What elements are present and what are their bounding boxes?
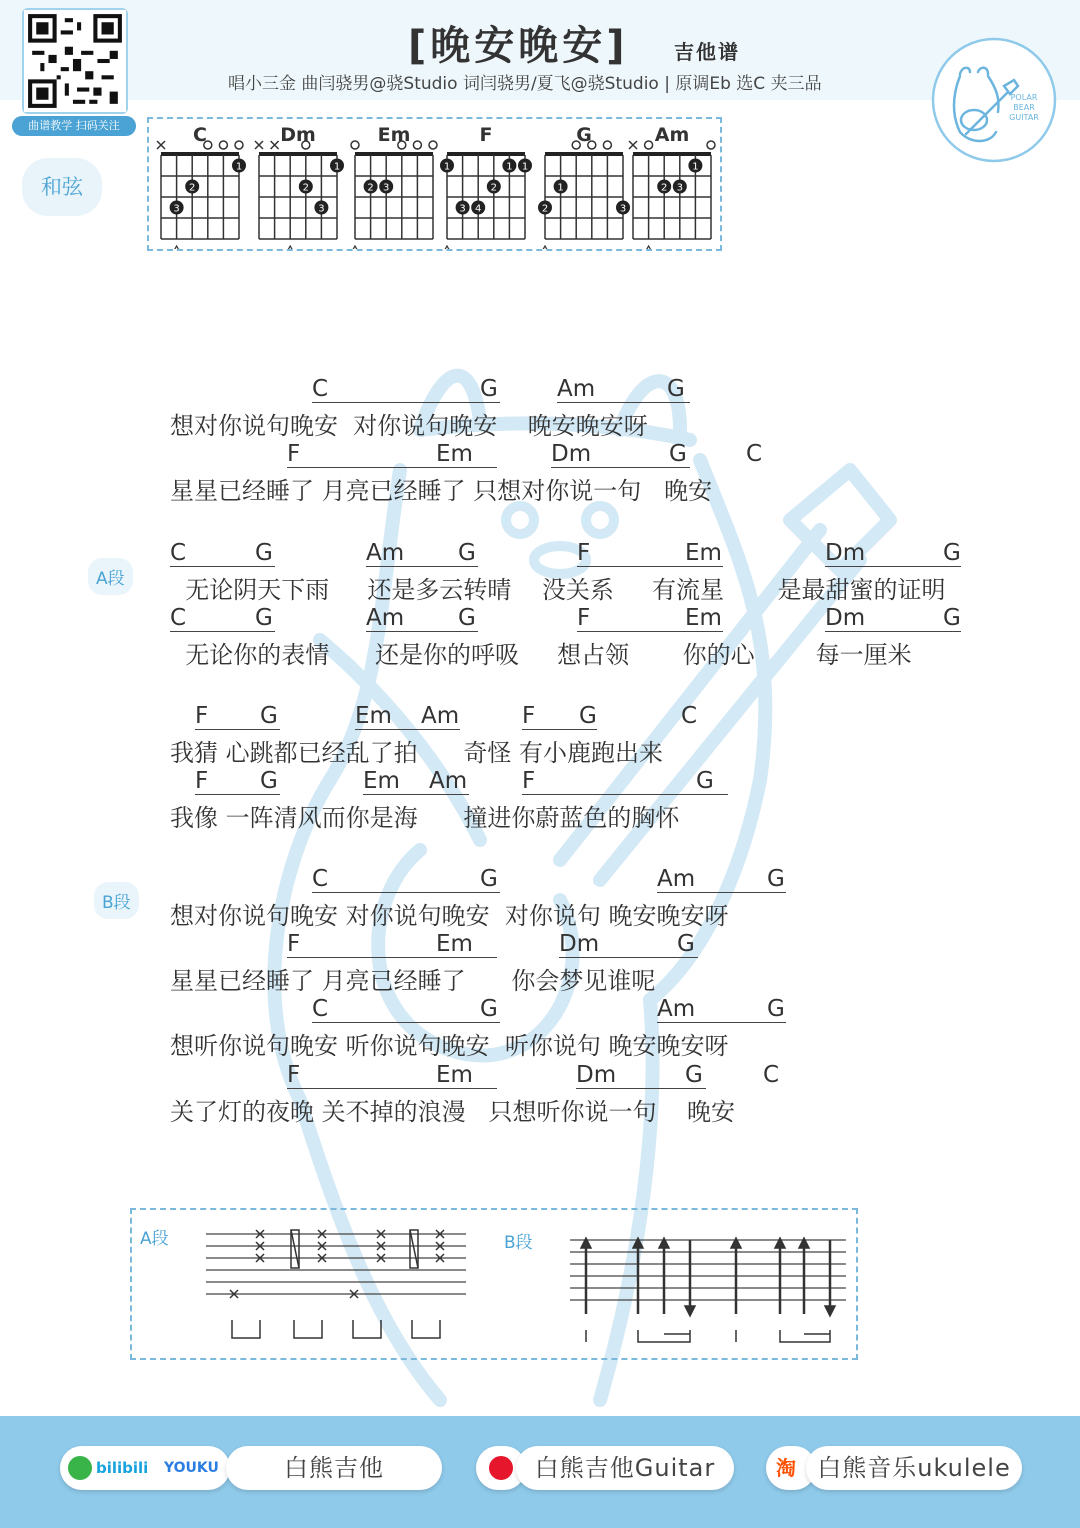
qr-code[interactable]	[22, 8, 128, 114]
chord-symbol: F	[522, 703, 536, 729]
rhythm-b-label: B段	[504, 1233, 533, 1253]
chord-underline	[522, 794, 728, 795]
chord-symbol: G	[696, 768, 714, 794]
chord-underline	[557, 402, 690, 403]
chord-underline	[170, 566, 275, 567]
bear-logo-icon	[930, 36, 1058, 164]
chord-underline	[366, 566, 478, 567]
chord-diagram	[629, 124, 715, 249]
chord-symbol: C	[312, 376, 329, 402]
chord-symbol: G	[669, 441, 687, 467]
chord-underline	[312, 1022, 500, 1023]
chord-underline	[355, 729, 460, 730]
svg-text:1: 1	[506, 161, 513, 173]
logo-line-3: GUITAR	[1009, 113, 1039, 122]
section-b-label: B段	[94, 882, 139, 919]
svg-text:1: 1	[333, 161, 341, 173]
rhythm-notation	[132, 1210, 856, 1358]
chord-symbol: G	[480, 866, 498, 892]
chord-diagram	[255, 124, 344, 249]
chord-underline	[577, 566, 723, 567]
lyric-line: 我像 一阵清风而你是海 撞进你蔚蓝色的胸怀	[170, 804, 680, 832]
svg-text:2: 2	[490, 182, 497, 194]
chord-symbol: G	[480, 376, 498, 402]
chord-symbol: G	[579, 703, 597, 729]
chord-underline	[657, 1022, 786, 1023]
video-platforms-pill[interactable]	[60, 1446, 230, 1490]
svg-text:2: 2	[661, 182, 668, 194]
chord-underline	[522, 729, 597, 730]
chord-symbol: G	[458, 605, 476, 631]
chord-diagram	[538, 124, 630, 249]
chord-symbol: Am	[366, 540, 405, 566]
svg-text:1: 1	[443, 161, 451, 173]
chord-symbol: F	[577, 540, 591, 566]
chord-symbol: G	[260, 703, 278, 729]
chord-symbol: Em	[685, 605, 722, 631]
chord-name: Dm	[280, 124, 316, 146]
chord-underline	[551, 467, 690, 468]
lyric-line: 想对你说句晚安 对你说句晚安 对你说句 晚安晚安呀	[170, 902, 729, 930]
chord-underline	[825, 566, 961, 567]
logo-line-2: BEAR	[1013, 103, 1035, 112]
chord-underline	[366, 631, 478, 632]
chord-symbol: F	[287, 931, 301, 957]
chord-symbol: C	[746, 441, 763, 467]
chord-symbol: G	[255, 540, 273, 566]
svg-text:3: 3	[619, 203, 627, 215]
chord-symbol: C	[170, 540, 187, 566]
chord-symbol: Dm	[559, 931, 600, 957]
chord-name: Am	[654, 124, 690, 146]
svg-text:3: 3	[383, 182, 390, 194]
qr-pattern	[24, 10, 126, 112]
chord-symbol: G	[767, 866, 785, 892]
chord-symbol: G	[767, 996, 785, 1022]
svg-text:1: 1	[235, 161, 243, 173]
chord-symbol: F	[195, 703, 209, 729]
chord-symbol: G	[260, 768, 278, 794]
chord-symbol: Am	[421, 703, 460, 729]
chord-symbol: C	[312, 996, 329, 1022]
svg-text:2: 2	[189, 182, 196, 194]
chord-name: C	[193, 124, 207, 146]
svg-text:2: 2	[367, 182, 374, 194]
section-a-label: A段	[88, 558, 133, 595]
footer-channel-1[interactable]: 白熊吉他	[226, 1446, 442, 1490]
chord-symbol: Am	[657, 996, 696, 1022]
chord-symbol: Am	[557, 376, 596, 402]
chord-name: G	[576, 124, 592, 146]
chord-symbol: F	[287, 1062, 301, 1088]
chord-underline	[559, 957, 698, 958]
svg-text:3: 3	[676, 182, 683, 194]
lyric-line: 关了灯的夜晚 关不掉的浪漫 只想听你说一句 晚安	[170, 1098, 736, 1126]
svg-text:2: 2	[541, 203, 549, 215]
chord-underline	[577, 631, 723, 632]
chord-symbol: F	[522, 768, 536, 794]
lyric-line: 想对你说句晚安 对你说句晚安 晚安晚安呀	[170, 412, 648, 440]
chord-symbol: G	[458, 540, 476, 566]
chord-symbol: Am	[366, 605, 405, 631]
chord-underline	[287, 1088, 497, 1089]
wechat-icon	[68, 1456, 92, 1480]
chord-symbol: Dm	[825, 605, 866, 631]
lyric-line: 无论阴天下雨 还是多云转晴 没关系 有流星 是最甜蜜的证明	[170, 576, 946, 604]
chord-symbol: F	[577, 605, 591, 631]
weibo-icon	[489, 1456, 513, 1480]
chord-symbol: Em	[436, 441, 473, 467]
chord-symbol: F	[287, 441, 301, 467]
lyric-line: 想听你说句晚安 听你说句晚安 听你说句 晚安晚安呀	[170, 1032, 729, 1060]
sheet-type-label: 吉他谱	[674, 40, 740, 64]
qr-caption: 曲谱教学 扫码关注	[12, 116, 136, 136]
chord-symbol: C	[170, 605, 187, 631]
chord-symbol: Dm	[576, 1062, 617, 1088]
chord-underline	[825, 631, 961, 632]
svg-text:2: 2	[302, 182, 309, 194]
footer-channel-3[interactable]: 白熊音乐ukulele	[806, 1446, 1022, 1490]
chord-symbol: Em	[363, 768, 400, 794]
chords-section-label: 和弦	[22, 158, 102, 216]
chord-symbol: C	[763, 1062, 780, 1088]
chord-symbol: Em	[685, 540, 722, 566]
chord-underline	[363, 794, 469, 795]
lyric-line: 我猜 心跳都已经乱了拍 奇怪 有小鹿跑出来	[170, 739, 664, 767]
chord-symbol: G	[943, 605, 961, 631]
rhythm-a-label: A段	[140, 1229, 169, 1249]
chord-symbol: G	[480, 996, 498, 1022]
lyric-line: 星星已经睡了 月亮已经睡了 只想对你说一句 晚安	[170, 477, 713, 505]
chord-underline	[657, 892, 786, 893]
chord-symbol: F	[195, 768, 209, 794]
chord-symbol: Am	[429, 768, 468, 794]
lyric-line: 星星已经睡了 月亮已经睡了 你会梦见谁呢	[170, 967, 656, 995]
chord-diagrams-panel	[147, 117, 722, 251]
chord-symbol: G	[255, 605, 273, 631]
chord-underline	[195, 794, 280, 795]
svg-text:3: 3	[459, 203, 466, 215]
logo-line-1: POLAR	[1010, 93, 1038, 102]
chord-name: Em	[377, 124, 411, 146]
svg-text:3: 3	[173, 203, 180, 215]
chord-underline	[312, 402, 500, 403]
chord-symbol: G	[677, 931, 695, 957]
song-credits: 唱小三金 曲闫骁男@骁Studio 词闫骁男/夏飞@骁Studio | 原调Eb 选C 夹三品	[228, 74, 822, 94]
footer-bar	[0, 1416, 1080, 1528]
chord-underline	[287, 467, 497, 468]
svg-text:4: 4	[475, 203, 482, 215]
chord-diagram	[351, 124, 437, 249]
polar-bear-guitar-logo	[930, 36, 1058, 164]
svg-text:3: 3	[318, 203, 325, 215]
chord-diagram	[157, 124, 246, 249]
chord-symbol: G	[667, 376, 685, 402]
bilibili-label: bilibili	[96, 1459, 149, 1477]
chord-symbol: C	[681, 703, 698, 729]
svg-text:1: 1	[521, 161, 529, 173]
rhythm-patterns-panel	[130, 1208, 858, 1360]
lyric-line: 无论你的表情 还是你的呼吸 想占领 你的心 每一厘米	[170, 641, 912, 669]
chord-name: F	[479, 124, 493, 146]
taobao-icon: 淘	[776, 1456, 796, 1480]
chord-underline	[287, 957, 497, 958]
svg-text:1: 1	[557, 182, 564, 194]
chord-symbol: Dm	[551, 441, 592, 467]
song-title: [晚安晚安]	[408, 23, 629, 69]
footer-channel-2[interactable]: 白熊吉他Guitar	[516, 1446, 734, 1490]
chord-symbol: Dm	[825, 540, 866, 566]
chord-underline	[195, 729, 280, 730]
svg-text:1: 1	[692, 161, 699, 173]
chord-underline	[312, 892, 500, 893]
chord-underline	[170, 631, 275, 632]
youku-label: YOUKU	[164, 1460, 219, 1476]
chord-underline	[576, 1088, 706, 1089]
chord-diagrams	[149, 119, 720, 249]
chord-symbol: C	[312, 866, 329, 892]
chord-symbol: G	[685, 1062, 703, 1088]
chord-diagram	[440, 124, 532, 249]
chord-symbol: Em	[355, 703, 392, 729]
chord-symbol: Am	[657, 866, 696, 892]
chord-symbol: Em	[436, 1062, 473, 1088]
chord-symbol: Em	[436, 931, 473, 957]
chord-symbol: G	[943, 540, 961, 566]
